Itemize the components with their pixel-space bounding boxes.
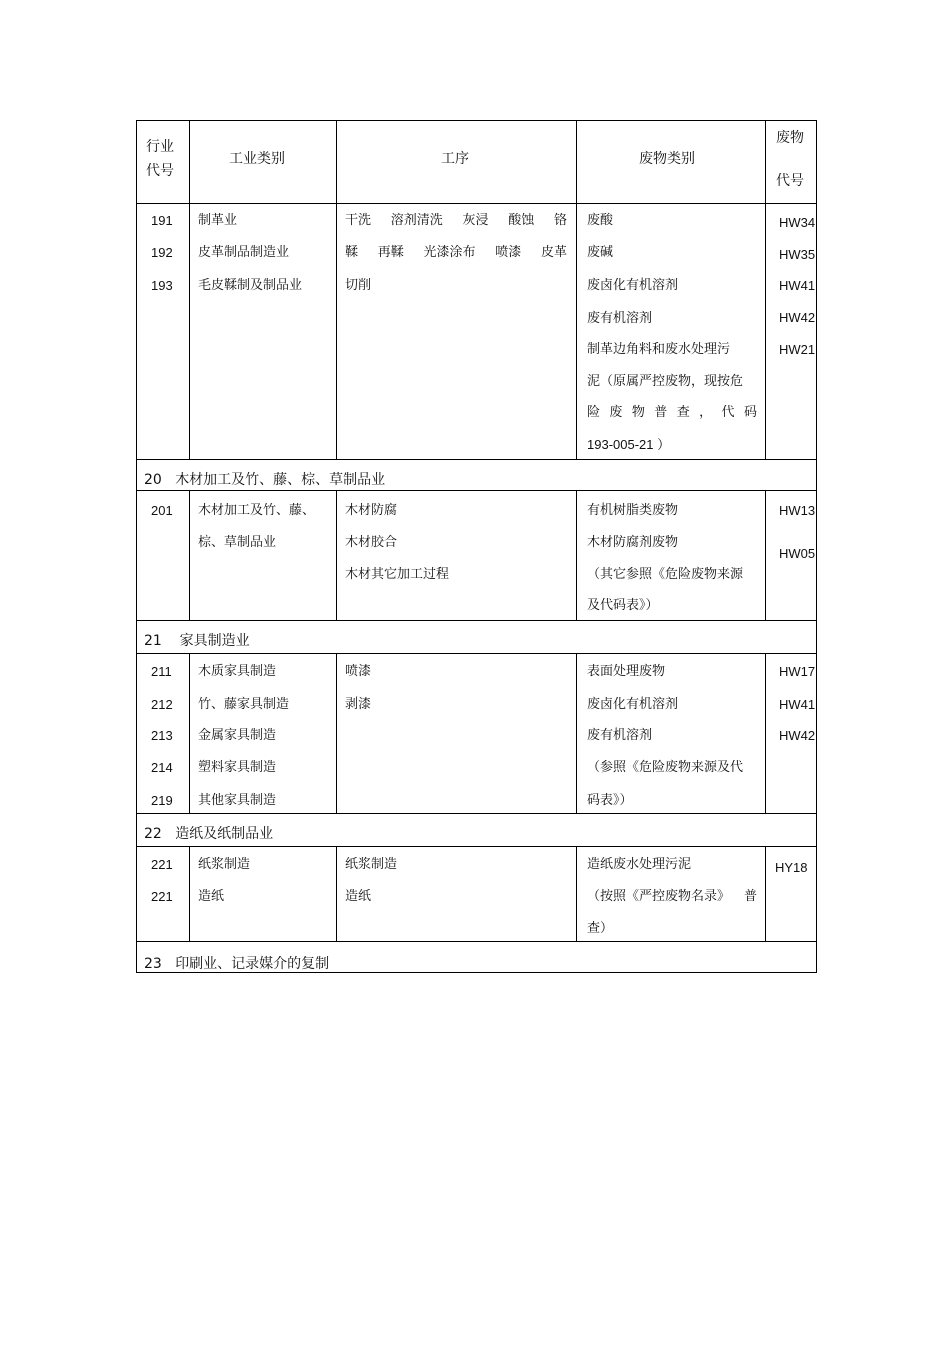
waste-code: HW41 [779,278,816,293]
section-title: 造纸及纸制品业 [175,826,274,842]
waste-code: HW17 [779,664,816,679]
waste-char: 代 [721,405,735,420]
section-code: 21 [144,633,162,649]
process-item: 溶剂清洗 [390,213,443,228]
row-rule [137,653,816,654]
column-rule [336,121,337,459]
industry-name: 纸浆制造 [198,857,251,872]
header-code-line1: 行业 [146,139,174,155]
section-code: 20 [144,472,162,488]
waste-text: （按照《严控废物名录》 [587,889,731,904]
waste-code: HW13 [779,503,816,518]
waste-code: HY18 [775,860,808,875]
column-rule [576,846,577,941]
process-item: 喷漆 [345,664,372,679]
process-item: 铬 [553,213,567,228]
process-item: 再鞣 [377,245,404,260]
waste-type-line: 制革边角料和废水处理污 [587,342,731,357]
column-rule [765,846,766,941]
header-rule [137,203,816,204]
industry-name: 木材加工及竹、藤、 [198,503,316,518]
industry-name: 金属家具制造 [198,728,277,743]
row-rule [137,846,816,847]
column-rule [189,121,190,459]
industry-name: 竹、藤家具制造 [198,697,290,712]
waste-code: HW42 [779,310,816,325]
waste-code: HW21 [779,342,816,357]
header-process: 工序 [441,151,469,167]
column-rule [576,653,577,813]
waste-type-line: 废卤化有机溶剂 [587,697,679,712]
header-waste-type: 废物类别 [639,151,695,167]
column-rule [765,121,766,459]
process-item: 酸蚀 [508,213,535,228]
header-code-line2: 代号 [146,163,174,179]
waste-type-line: 废有机溶剂 [587,311,653,326]
row-rule [137,490,816,491]
section-heading [144,956,329,972]
process-row [345,245,567,261]
section-heading [144,826,273,842]
section-heading [144,472,385,488]
industry-code: 221 [151,889,173,904]
waste-code: HW42 [779,728,816,743]
waste-char: 查 [676,405,690,420]
process-item: 纸浆制造 [345,857,398,872]
industry-code: 193 [151,278,173,293]
industry-code: 191 [151,213,173,228]
process-item: 木材其它加工过程 [345,567,450,582]
waste-type-line: 木材防腐剂废物 [587,535,679,550]
waste-type-line: 废卤化有机溶剂 [587,278,679,293]
industry-code: 211 [151,664,172,679]
waste-type-line: 废碱 [587,245,614,260]
column-rule [576,490,577,620]
column-rule [576,121,577,459]
industry-name: 塑料家具制造 [198,760,277,775]
section-code: 22 [144,826,162,842]
column-rule [336,490,337,620]
process-item: 皮革 [540,245,567,260]
industry-name: 制革业 [198,213,238,228]
waste-char: 物 [631,405,645,420]
waste-char: 码 [743,405,757,420]
waste-type-line: 查） [587,921,614,936]
section-title: 家具制造业 [179,633,250,649]
industry-name: 皮革制品制造业 [198,245,290,260]
process-row [345,213,567,229]
waste-code: HW41 [779,697,816,712]
process-item: 灰浸 [462,213,489,228]
industry-code: 214 [151,760,173,775]
column-rule [765,653,766,813]
section-title: 印刷业、记录媒介的复制 [175,956,330,972]
industry-name: 毛皮鞣制及制品业 [198,278,303,293]
row-rule [137,813,816,814]
waste-type-line: （参照《危险废物来源及代 [587,760,744,775]
process-item: 鞣 [345,245,359,260]
column-rule [189,846,190,941]
section-code: 23 [144,956,162,972]
column-rule [336,653,337,813]
header-waste-code-line2: 代号 [776,173,804,189]
waste-type-line: 及代码表》） [587,598,659,613]
industry-code: 192 [151,245,173,260]
row-rule [137,459,816,460]
header-industry: 工业类别 [229,151,285,167]
industry-code: 219 [151,793,173,808]
waste-code: HW34 [779,215,816,230]
process-item: 剥漆 [345,697,372,712]
process-item: 光漆涂布 [423,245,476,260]
waste-type-line [587,889,757,905]
industry-code: 213 [151,728,173,743]
column-rule [189,490,190,620]
section-title: 木材加工及竹、藤、棕、草制品业 [175,472,386,488]
section-heading [144,633,250,649]
waste-type-line: 有机树脂类废物 [587,503,679,518]
waste-text: 普 [743,889,757,904]
waste-type-line: 193-005-21 ） [587,437,671,452]
column-rule [765,490,766,620]
process-item: 造纸 [345,889,372,904]
waste-code: HW35 [779,247,816,262]
industry-name: 棕、草制品业 [198,535,277,550]
industry-code: 212 [151,697,173,712]
process-item: 木材防腐 [345,503,398,518]
waste-char: ， [699,405,713,420]
industry-name: 木质家具制造 [198,664,277,679]
waste-type-line [587,405,757,421]
waste-code: HW05 [779,546,816,561]
waste-type-line: 废酸 [587,213,614,228]
process-item: 切削 [345,278,372,293]
waste-char: 废 [609,405,623,420]
industry-name: 其他家具制造 [198,793,277,808]
industry-code: 201 [151,503,173,518]
header-waste-code-line1: 废物 [776,130,804,146]
waste-char: 普 [654,405,668,420]
process-item: 干洗 [345,213,372,228]
waste-code-table [136,120,817,973]
waste-type-line: （其它参照《危险废物来源 [587,567,744,582]
waste-type-line: 码表》） [587,793,633,808]
process-item: 喷漆 [495,245,522,260]
industry-name: 造纸 [198,889,225,904]
column-rule [336,846,337,941]
waste-char: 险 [587,405,601,420]
column-rule [189,653,190,813]
waste-type-line: 废有机溶剂 [587,728,653,743]
waste-type-line: 泥（原属严控废物，现按危 [587,374,744,389]
waste-type-line: 造纸废水处理污泥 [587,857,692,872]
process-item: 木材胶合 [345,535,398,550]
waste-type-line: 表面处理废物 [587,664,666,679]
industry-code: 221 [151,857,173,872]
row-rule [137,620,816,621]
row-rule [137,941,816,942]
